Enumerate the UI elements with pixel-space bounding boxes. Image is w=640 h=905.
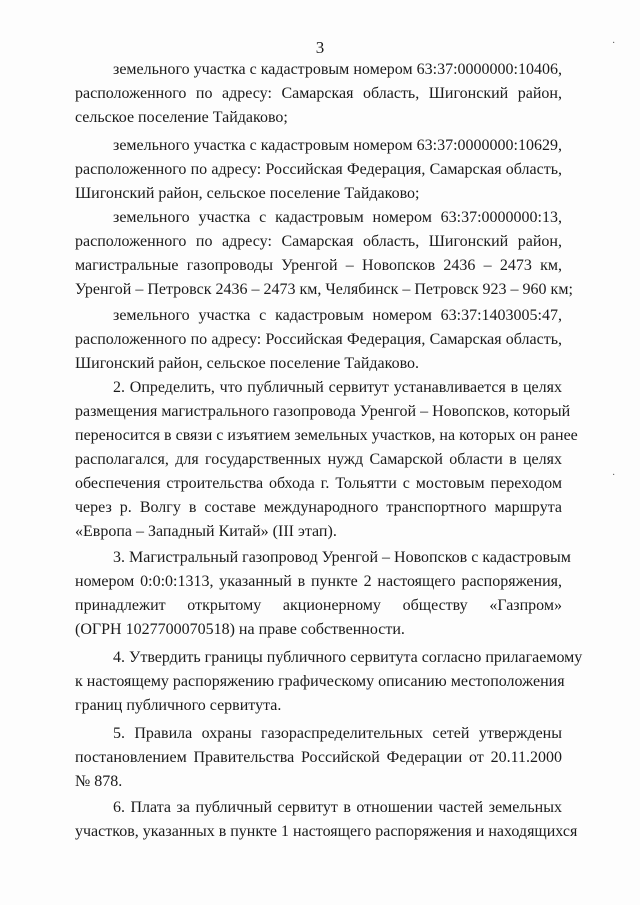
text-line: (ОГРН 1027700070518) на праве собственности. — [75, 621, 405, 638]
text-line: к настоящему распоряжению графическому описанию местоположения — [75, 673, 565, 690]
text-line: расположенного по адресу: Российская Федерация, Самарская область, — [75, 331, 562, 348]
text-line: 2. Определить, что публичный сервитут устанавливается в целях — [113, 379, 562, 396]
text-line: обеспечения строительства обхода г. Тольятти с мостовым переходом — [75, 475, 562, 492]
text-line: переносится в связи с изъятием земельных участков, на которых он ранее — [75, 427, 578, 444]
text-line: расположенного по адресу: Самарская область, Шигонский район, — [75, 233, 562, 250]
text-line: постановлением Правительства Российской Федерации от 20.11.2000 — [75, 749, 562, 766]
text-line: расположенного по адресу: Российская Федерация, Самарская область, — [75, 161, 562, 178]
text-line: номером 0:0:0:1313, указанный в пункте 2 настоящего распоряжения, — [75, 573, 562, 590]
text-line: границ публичного сервитута. — [75, 697, 282, 714]
text-line: земельного участка с кадастровым номером 63:37:0000000:10406, — [113, 61, 562, 78]
text-line: сельское поселение Тайдаково; — [75, 109, 288, 126]
text-line: через р. Волгу в составе международного транспортного маршрута — [75, 499, 562, 516]
text-line: располагался, для государственных нужд Самарской области в целях — [75, 451, 562, 468]
text-line: 5. Правила охраны газораспределительных сетей утверждены — [113, 725, 562, 742]
text-line: земельного участка с кадастровым номером 63:37:1403005:47, — [113, 307, 562, 324]
text-line: расположенного по адресу: Самарская область, Шигонский район, — [75, 85, 562, 102]
scan-dot: · — [612, 38, 616, 49]
text-line: участков, указанных в пункте 1 настоящего распоряжения и находящихся — [75, 823, 578, 840]
text-line: № 878. — [75, 773, 123, 790]
text-line: 6. Плата за публичный сервитут в отношении частей земельных — [113, 799, 562, 816]
text-line: 4. Утвердить границы публичного сервитута согласно прилагаемому — [113, 649, 583, 666]
text-line: Уренгой – Петровск 2436 – 2473 км, Челябинск – Петровск 923 – 960 км; — [75, 281, 573, 298]
text-line: «Европа – Западный Китай» (III этап). — [75, 523, 337, 540]
text-line: Шигонский район, сельское поселение Тайдаково. — [75, 355, 420, 372]
text-line: Шигонский район, сельское поселение Тайдаково; — [75, 185, 420, 202]
text-line: магистральные газопроводы Уренгой – Новопсков 2436 – 2473 км, — [75, 257, 562, 274]
page-number: 3 — [315, 38, 325, 57]
text-line: 3. Магистральный газопровод Уренгой – Новопсков с кадастровым — [113, 549, 571, 566]
text-line: принадлежит открытому акционерному обществу «Газпром» — [75, 597, 562, 614]
scan-dot: · — [612, 470, 616, 481]
text-line: земельного участка с кадастровым номером 63:37:0000000:10629, — [113, 137, 562, 154]
text-line: размещения магистрального газопровода Уренгой – Новопсков, который — [75, 403, 571, 420]
text-line: земельного участка с кадастровым номером 63:37:0000000:13, — [113, 209, 562, 226]
